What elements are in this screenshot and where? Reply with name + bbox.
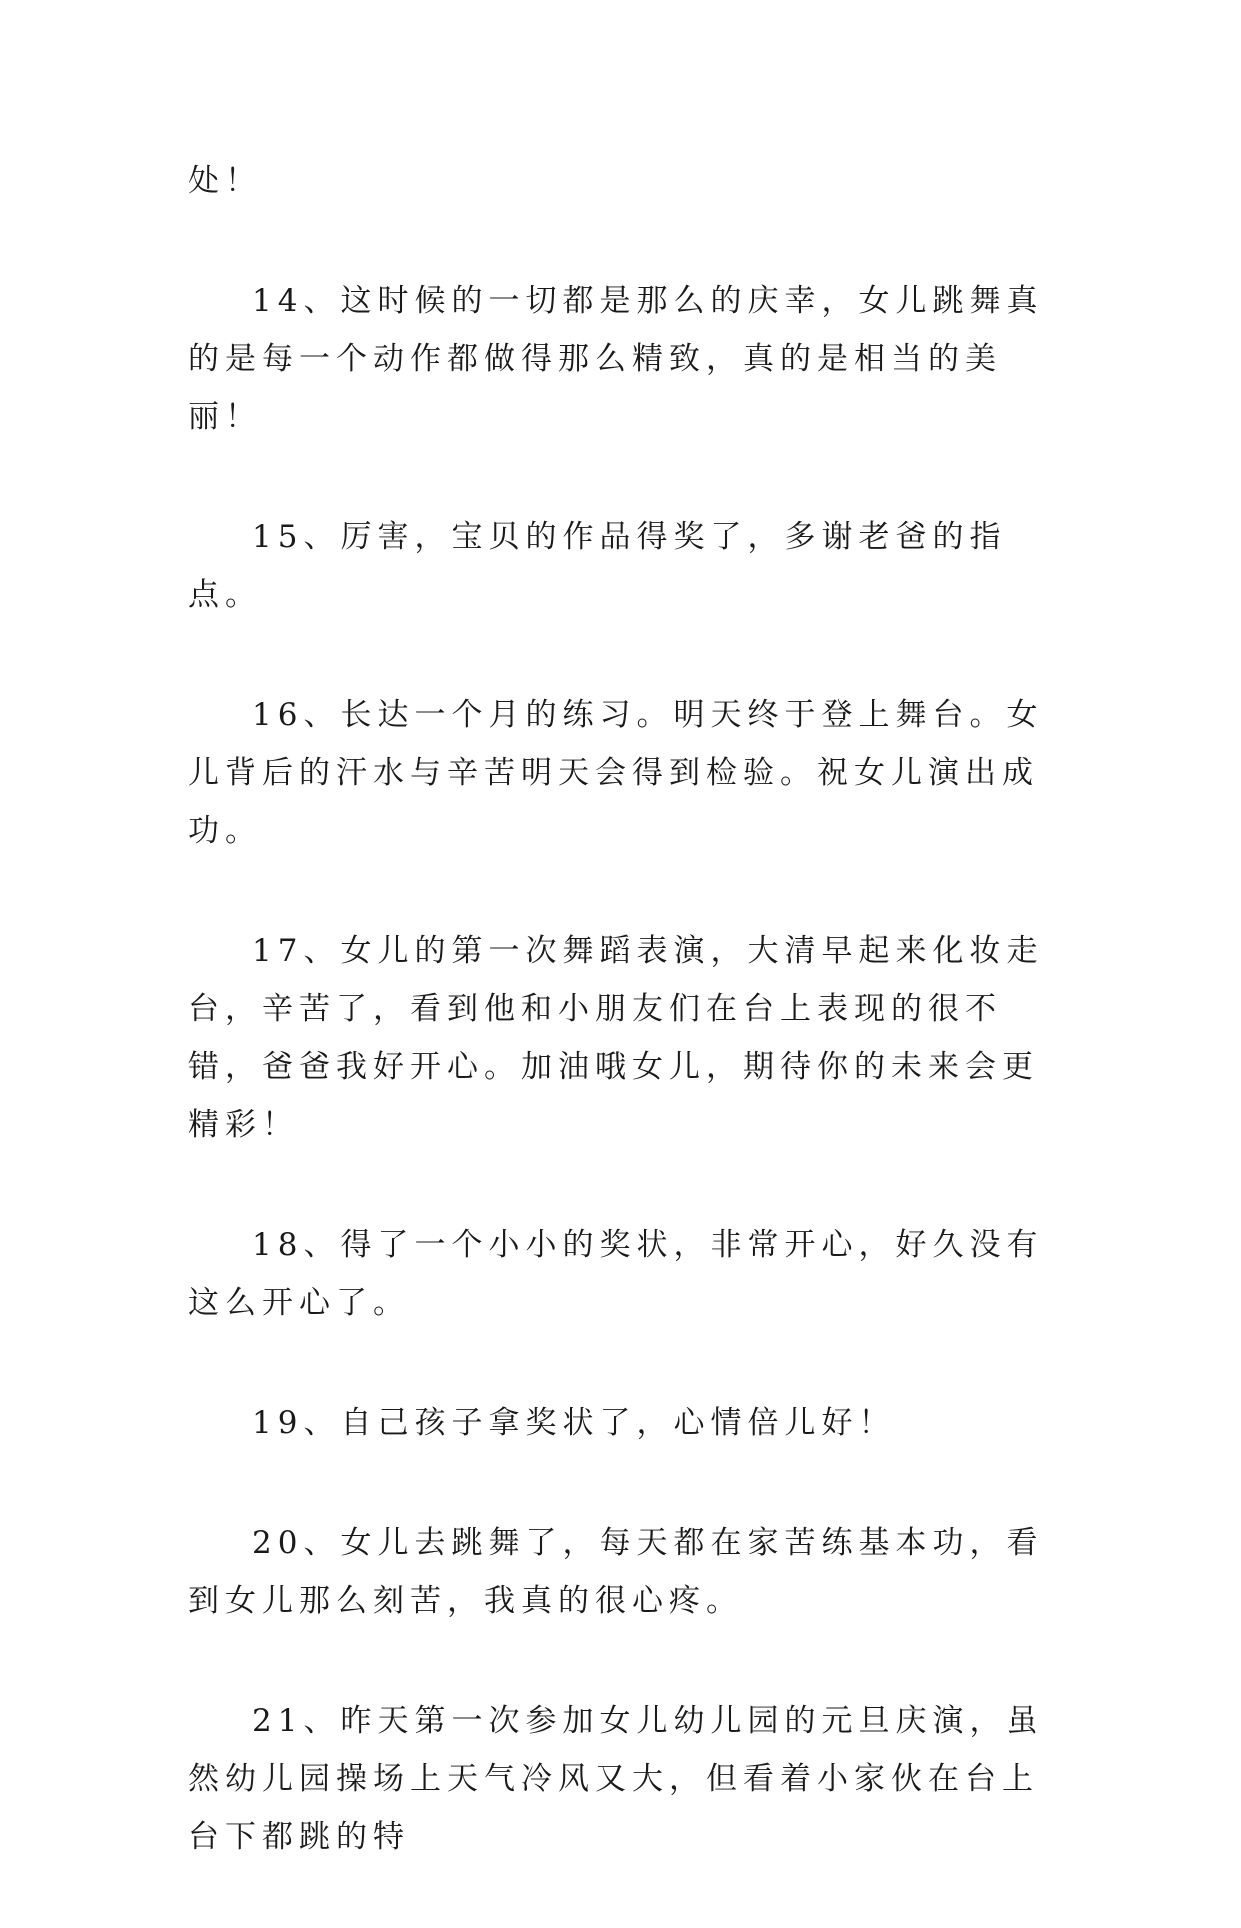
paragraph-14: 14、这时候的一切都是那么的庆幸，女儿跳舞真的是每一个动作都做得那么精致，真的是相当的美丽！ [188,283,1044,435]
paragraph-17: 17、女儿的第一次舞蹈表演，大清早起来化妆走台，辛苦了，看到他和小朋友们在台上表现的很不错，爸爸我好开心。加油哦女儿，期待你的未来会更精彩！ [188,933,1044,1143]
paragraph-21: 21、昨天第一次参加女儿幼儿园的元旦庆演，虽然幼儿园操场上天气冷风又大，但看着小家伙在台上台下都跳的特 [188,1703,1044,1855]
paragraph-16: 16、长达一个月的练习。明天终于登上舞台。女儿背后的汗水与辛苦明天会得到检验。祝女儿演出成功。 [188,697,1044,849]
document-body [188,152,1068,1928]
paragraph-15: 15、厉害，宝贝的作品得奖了，多谢老爸的指点。 [188,519,1007,613]
paragraph-18: 18、得了一个小小的奖状，非常开心，好久没有这么开心了。 [188,1227,1044,1321]
paragraph-20: 20、女儿去跳舞了，每天都在家苦练基本功，看到女儿那么刻苦，我真的很心疼。 [188,1525,1044,1619]
paragraph-19: 19、自己孩子拿奖状了，心情倍儿好！ [252,1405,896,1441]
paragraph-continuation: 处！ [188,163,262,199]
